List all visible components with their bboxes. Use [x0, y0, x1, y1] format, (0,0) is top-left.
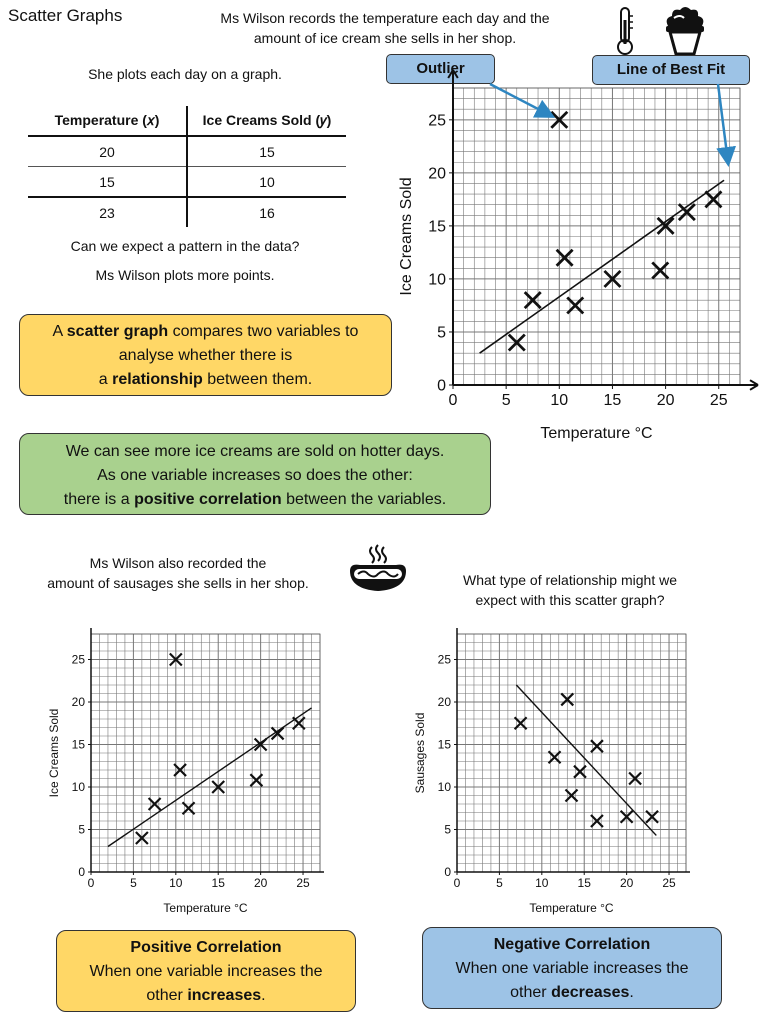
hotdog-icon — [346, 543, 410, 595]
chart-axes — [87, 628, 324, 876]
sausage-intro: Ms Wilson also recorded the amount of sausages she sells in her shop. — [47, 555, 309, 591]
y-tick-label: 0 — [437, 377, 446, 395]
intro-text — [180, 8, 590, 48]
y-tick-label: 25 — [428, 112, 446, 130]
y-tick-label: 0 — [444, 865, 451, 880]
y-tick-label: 10 — [437, 780, 451, 795]
intro-line-1: Ms Wilson records the temperature each day and the — [220, 10, 550, 26]
chart-grid — [91, 634, 320, 872]
x-tick-label: 10 — [169, 876, 183, 890]
x-tick-label: 10 — [535, 876, 549, 890]
y-tick-label: 20 — [437, 695, 451, 710]
x-tick-label: 20 — [253, 876, 268, 890]
x-tick-label: 25 — [662, 876, 676, 890]
table-cell: 15 — [28, 167, 187, 198]
y-tick-label: 25 — [71, 652, 85, 667]
scatter-graph-definition: A scatter graph compares two variables to analyse whether there is a relationship between them. — [19, 314, 392, 396]
x-tick-label: 15 — [603, 392, 622, 409]
y-tick-label: 5 — [78, 822, 85, 837]
x-tick-label: 20 — [619, 876, 634, 890]
main-scatter-chart — [395, 60, 768, 450]
y-tick-label: 15 — [71, 737, 85, 752]
table-cell: 16 — [259, 204, 275, 221]
question-2: Ms Wilson plots more points. — [95, 267, 275, 283]
chart-grid — [453, 88, 740, 385]
page-title: Scatter Graphs — [8, 6, 123, 25]
outlier-arrow — [490, 84, 551, 116]
ice-cream-scatter-chart — [44, 628, 324, 920]
x-tick-label: 5 — [501, 392, 511, 409]
positive-correlation-explanation: We can see more ice creams are sold on hotter days. As one variable increases so does the other: there is a positive correlation between the variables. — [19, 433, 491, 515]
y-tick-label: 10 — [71, 780, 85, 795]
x-axis-label: Temperature °C — [529, 901, 614, 915]
y-tick-label: 10 — [428, 271, 446, 289]
y-axis-label: Ice Creams Sold — [47, 708, 61, 798]
intro-line-2: amount of ice cream she sells in her shop. — [253, 30, 517, 46]
sausage-scatter-chart — [410, 628, 690, 920]
y-tick-label: 5 — [437, 324, 446, 342]
x-tick-label: 5 — [130, 876, 137, 890]
best-fit-arrow — [718, 84, 728, 162]
x-tick-label: 25 — [709, 392, 728, 409]
best-fit-callout: Line of Best Fit — [592, 55, 750, 85]
y-tick-label: 25 — [437, 652, 451, 667]
table-header-y: Ice Creams Sold (𝑦) — [187, 106, 346, 136]
x-tick-label: 0 — [448, 392, 458, 409]
x-tick-label: 5 — [496, 876, 503, 890]
x-tick-label: 25 — [296, 876, 310, 890]
thermometer-icon — [612, 6, 638, 56]
negative-correlation-box: Negative Correlation When one variable increases the other decreases. — [422, 927, 722, 1009]
ice-cream-icon — [660, 4, 710, 58]
x-tick-label: 0 — [453, 876, 461, 890]
plots-text: She plots each day on a graph. — [88, 66, 282, 82]
x-tick-label: 10 — [550, 392, 569, 409]
x-axis-label: Temperature °C — [163, 901, 248, 915]
y-tick-label: 20 — [71, 695, 85, 710]
y-tick-label: 20 — [428, 165, 446, 183]
y-tick-label: 0 — [78, 865, 85, 880]
table-cell: 10 — [187, 167, 346, 198]
y-axis-label: Ice Creams Sold — [398, 177, 415, 296]
positive-correlation-box: Positive Correlation When one variable increases the other increases. — [56, 930, 356, 1012]
chart-axes — [453, 628, 690, 876]
data-table — [28, 106, 346, 227]
y-tick-label: 15 — [437, 737, 451, 752]
chart-grid — [457, 634, 686, 872]
y-axis-label: Sausages Sold — [413, 712, 427, 794]
x-tick-label: 0 — [87, 876, 95, 890]
y-tick-label: 5 — [444, 822, 451, 837]
question-1: Can we expect a pattern in the data? — [70, 238, 300, 254]
x-axis-label: Temperature °C — [540, 425, 653, 442]
x-tick-label: 20 — [656, 392, 675, 409]
table-cell: 20 — [28, 136, 187, 167]
x-tick-label: 15 — [577, 876, 591, 890]
table-cell: 23 — [28, 197, 187, 227]
sausage-question: What type of relationship might we expect with this scatter graph? — [463, 572, 677, 608]
x-tick-label: 15 — [211, 876, 225, 890]
outlier-callout: Outlier — [386, 54, 495, 84]
table-cell: 15 — [187, 136, 346, 167]
y-tick-label: 15 — [428, 218, 446, 236]
table-header-x: Temperature (𝑥) — [28, 106, 187, 136]
